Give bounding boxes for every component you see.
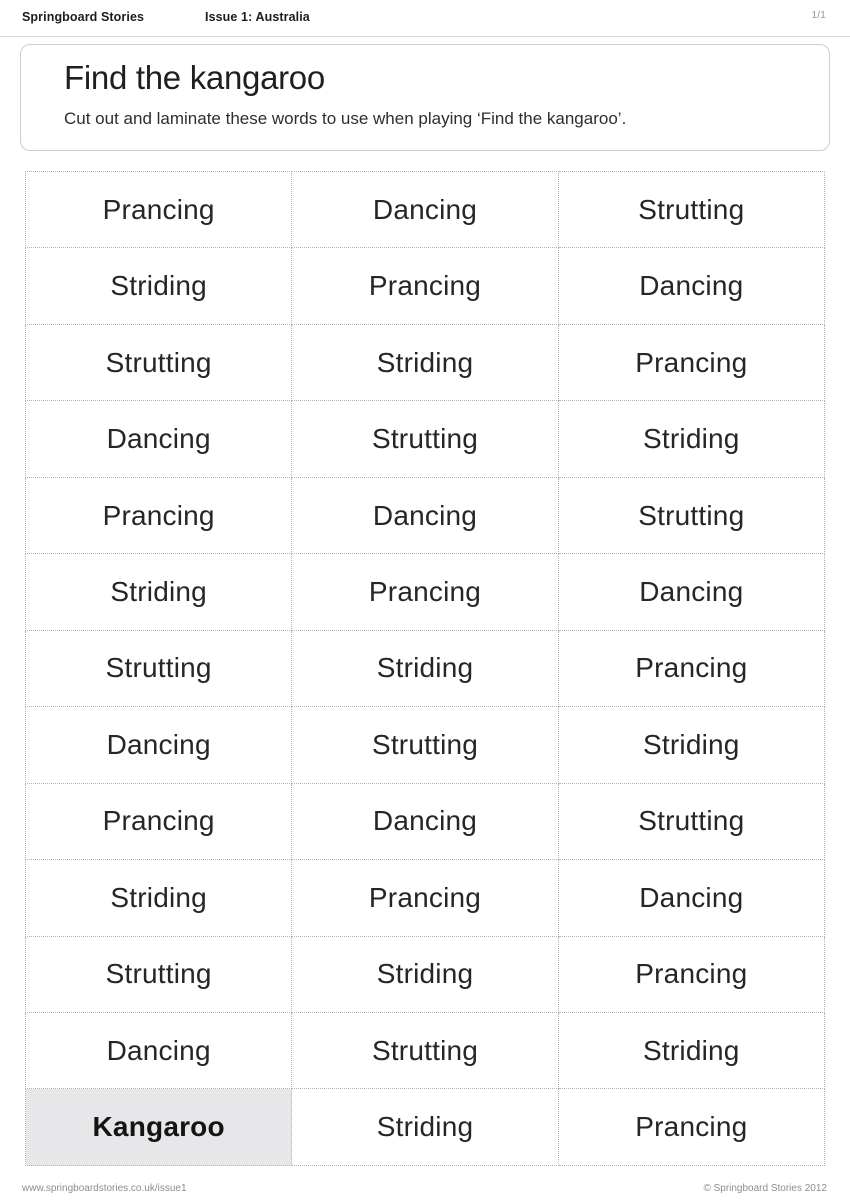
word-row bbox=[26, 1012, 825, 1088]
word-card: Strutting bbox=[26, 630, 292, 706]
word-row bbox=[26, 707, 825, 783]
page-title: Find the kangaroo bbox=[64, 59, 325, 96]
footer-url: www.springboardstories.co.uk/issue1 bbox=[22, 1183, 187, 1194]
word-card: Dancing bbox=[26, 707, 292, 783]
word-row bbox=[26, 554, 825, 630]
document-footer bbox=[0, 1173, 850, 1203]
word-card: Dancing bbox=[292, 783, 558, 859]
word-card: Striding bbox=[292, 936, 558, 1012]
word-card: Strutting bbox=[558, 477, 824, 553]
title-box bbox=[20, 44, 830, 151]
word-row bbox=[26, 783, 825, 859]
word-row bbox=[26, 248, 825, 324]
word-card: Striding bbox=[26, 248, 292, 324]
word-card: Dancing bbox=[26, 401, 292, 477]
word-card: Striding bbox=[558, 401, 824, 477]
word-card: Striding bbox=[26, 860, 292, 936]
word-card: Prancing bbox=[558, 324, 824, 400]
word-card: Prancing bbox=[26, 477, 292, 553]
footer-copyright: © Springboard Stories 2012 bbox=[703, 1183, 827, 1194]
word-row bbox=[26, 630, 825, 706]
word-card: Prancing bbox=[26, 172, 292, 248]
word-grid-body bbox=[26, 172, 825, 1166]
word-card: Strutting bbox=[558, 172, 824, 248]
word-card: Strutting bbox=[292, 401, 558, 477]
word-card: Prancing bbox=[292, 860, 558, 936]
word-card: Strutting bbox=[26, 324, 292, 400]
word-card: Strutting bbox=[292, 707, 558, 783]
word-card: Prancing bbox=[292, 554, 558, 630]
brand-title: Springboard Stories bbox=[22, 10, 145, 24]
word-card: Striding bbox=[558, 707, 824, 783]
word-row bbox=[26, 860, 825, 936]
word-card-kangaroo: Kangaroo bbox=[26, 1089, 292, 1166]
page-number: 1/1 bbox=[811, 9, 826, 21]
word-card: Prancing bbox=[558, 630, 824, 706]
word-row bbox=[26, 477, 825, 553]
issue-label: Issue 1: Australia bbox=[205, 10, 310, 24]
word-grid bbox=[25, 171, 825, 1166]
word-card: Dancing bbox=[558, 554, 824, 630]
word-card: Prancing bbox=[558, 936, 824, 1012]
word-card: Dancing bbox=[292, 477, 558, 553]
word-row bbox=[26, 172, 825, 248]
word-card: Strutting bbox=[292, 1012, 558, 1088]
word-card: Dancing bbox=[26, 1012, 292, 1088]
word-card: Dancing bbox=[558, 248, 824, 324]
word-card: Prancing bbox=[292, 248, 558, 324]
word-card: Striding bbox=[292, 1089, 558, 1166]
word-row bbox=[26, 936, 825, 1012]
word-card: Striding bbox=[292, 324, 558, 400]
word-row bbox=[26, 324, 825, 400]
word-card: Prancing bbox=[26, 783, 292, 859]
word-card: Dancing bbox=[292, 172, 558, 248]
word-row bbox=[26, 401, 825, 477]
document-header bbox=[0, 0, 850, 37]
word-card: Striding bbox=[26, 554, 292, 630]
word-card: Prancing bbox=[558, 1089, 824, 1166]
word-card: Strutting bbox=[558, 783, 824, 859]
word-card: Striding bbox=[292, 630, 558, 706]
word-card: Dancing bbox=[558, 860, 824, 936]
word-row bbox=[26, 1089, 825, 1166]
page-subtitle: Cut out and laminate these words to use when playing ‘Find the kangaroo’. bbox=[64, 109, 627, 128]
word-card: Strutting bbox=[26, 936, 292, 1012]
word-card: Striding bbox=[558, 1012, 824, 1088]
